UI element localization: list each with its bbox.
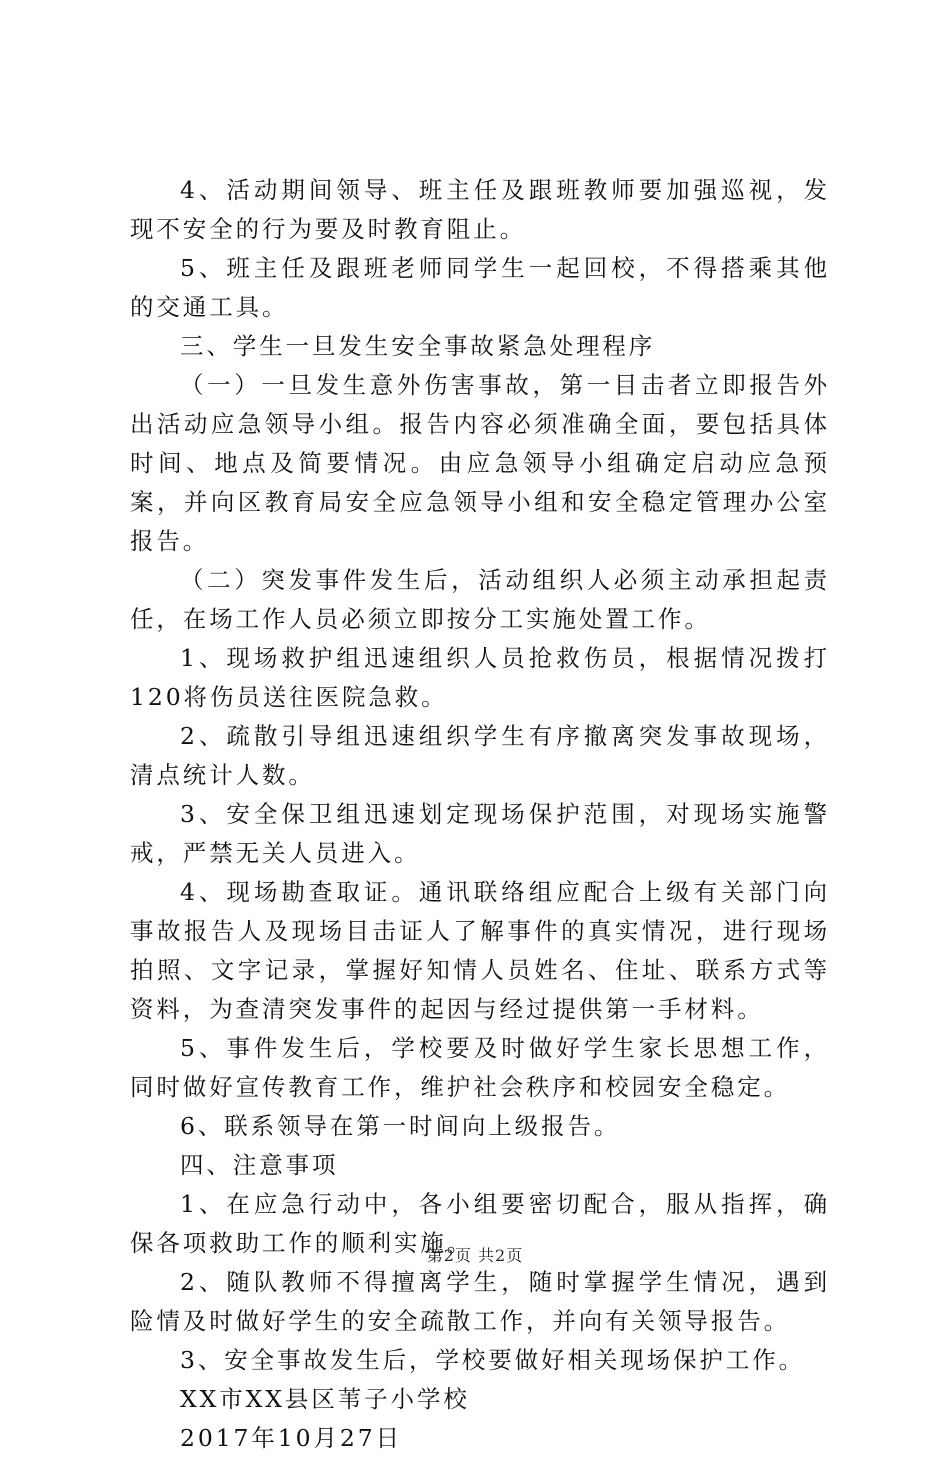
section-heading-emergency-procedure: 三、学生一旦发生安全事故紧急处理程序 bbox=[180, 332, 656, 360]
section-heading-notes: 四、注意事项 bbox=[180, 1151, 339, 1179]
signature-date: 2017年10月27日 bbox=[180, 1424, 403, 1452]
paragraph-organizer-responsibility: （二）突发事件发生后，活动组织人必须主动承担起责任，在场工作人员必须立即按分工实施处置工作。 bbox=[130, 566, 830, 633]
paragraph-report-superior: 6、联系领导在第一时间向上级报告。 bbox=[180, 1112, 621, 1140]
page-number-footer: 第2页 共2页 bbox=[426, 1246, 524, 1265]
paragraph-return-school: 5、班主任及跟班老师同学生一起回校，不得搭乘其他的交通工具。 bbox=[130, 254, 830, 321]
paragraph-teacher-duty: 2、随队教师不得擅离学生，随时掌握学生情况，遇到险情及时做好学生的安全疏散工作，并向有关领导报告。 bbox=[130, 1268, 830, 1335]
paragraph-activity-patrol: 4、活动期间领导、班主任及跟班教师要加强巡视，发现不安全的行为要及时教育阻止。 bbox=[130, 176, 830, 243]
paragraph-accident-report: （一）一旦发生意外伤害事故，第一目击者立即报告外出活动应急领导小组。报告内容必须准确全面，要包括具体时间、地点及简要情况。由应急领导小组确定启动应急预案，并向区教育局安全应急领导小组和安全稳定管理办公室报告。 bbox=[130, 371, 830, 555]
paragraph-evidence-collection: 4、现场勘查取证。通讯联络组应配合上级有关部门向事故报告人及现场目击证人了解事件的真实情况，进行现场拍照、文字记录，掌握好知情人员姓名、住址、联系方式等资料，为查清突发事件的起因与经过提供第一手材料。 bbox=[130, 878, 830, 1023]
paragraph-evacuation-group: 2、疏散引导组迅速组织学生有序撤离突发事故现场，清点统计人数。 bbox=[130, 722, 830, 789]
paragraph-security-group: 3、安全保卫组迅速划定现场保护范围，对现场实施警戒，严禁无关人员进入。 bbox=[130, 800, 830, 867]
paragraph-site-protection: 3、安全事故发生后，学校要做好相关现场保护工作。 bbox=[180, 1346, 806, 1374]
paragraph-rescue-group: 1、现场救护组迅速组织人员抢救伤员，根据情况拨打120将伤员送往医院急救。 bbox=[130, 644, 830, 711]
signature-school-name: XX市XX县区苇子小学校 bbox=[180, 1385, 470, 1413]
paragraph-parent-communication: 5、事件发生后，学校要及时做好学生家长思想工作，同时做好宣传教育工作，维护社会秩序和校园安全稳定。 bbox=[130, 1034, 830, 1101]
paragraph-cooperation: 1、在应急行动中，各小组要密切配合，服从指挥，确保各项救助工作的顺利实施。 bbox=[130, 1190, 830, 1257]
